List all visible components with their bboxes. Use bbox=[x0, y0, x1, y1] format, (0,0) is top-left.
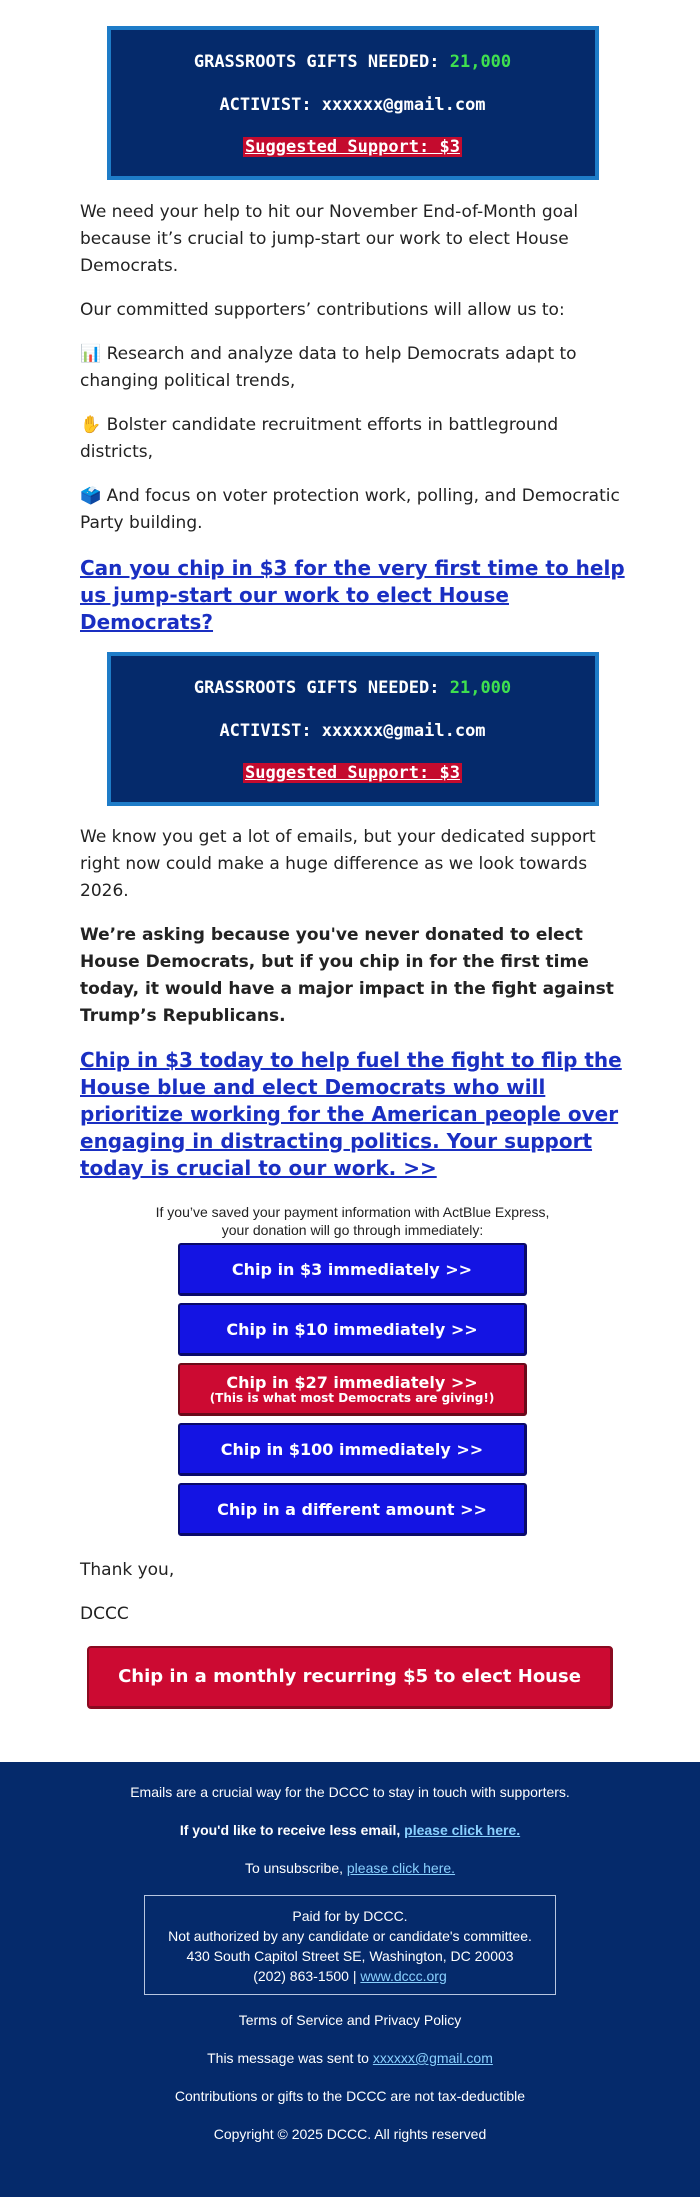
chip-in-27-sublabel: (This is what most Democrats are giving!) bbox=[209, 1391, 495, 1405]
signature: DCCC bbox=[80, 1604, 129, 1624]
sent-to-line bbox=[0, 2050, 700, 2066]
chip-in-100-button[interactable]: Chip in $100 immediately >> bbox=[178, 1423, 527, 1476]
chip-in-first-time-link[interactable]: Can you chip in $3 for the very first time to help us jump-start our work to elect House Democrats? bbox=[80, 556, 625, 634]
unsubscribe-line bbox=[0, 1860, 700, 1876]
never-donated-paragraph: We’re asking because you've never donated to elect House Democrats, but if you chip in for the first time today, it would have a major impact in the fight against Trump’s Republicans. bbox=[80, 925, 614, 1026]
activist-line: ACTIVIST: xxxxxx@gmail.com bbox=[219, 95, 486, 115]
phone-site-line bbox=[145, 1966, 555, 1986]
suggested-support-link[interactable]: Suggested Support: $3 bbox=[245, 763, 460, 783]
activist-line: ACTIVIST: xxxxxx@gmail.com bbox=[219, 721, 486, 741]
sent-to-text: This message was sent to bbox=[207, 2050, 369, 2066]
gifts-count: 21,000 bbox=[449, 678, 512, 698]
email-content bbox=[80, 0, 625, 1628]
recipient-email-link[interactable]: xxxxxx@gmail.com bbox=[372, 2050, 493, 2066]
unsubscribe-link[interactable]: please click here. bbox=[346, 1860, 456, 1876]
bullet-voter-protection: 🗳️ And focus on voter protection work, polling, and Democratic Party building. bbox=[80, 486, 620, 533]
intro-paragraph: We need your help to hit our November End-of-Month goal because it’s crucial to jump-start our work to elect House Democrats. bbox=[80, 202, 579, 276]
less-email-line bbox=[0, 1822, 700, 1838]
gifts-count: 21,000 bbox=[449, 52, 512, 72]
supporters-paragraph: Our committed supporters’ contributions will allow us to: bbox=[80, 300, 565, 320]
phone: (202) 863-1500 | bbox=[253, 1968, 357, 1984]
footer-intro: Emails are a crucial way for the DCCC to stay in touch with supporters. bbox=[130, 1784, 570, 1800]
gifts-needed-line bbox=[111, 656, 595, 698]
gifts-label: GRASSROOTS GIFTS NEEDED: bbox=[193, 52, 440, 72]
grassroots-banner bbox=[107, 652, 599, 806]
paid-by: Paid for by DCCC. bbox=[292, 1908, 408, 1924]
chip-in-other-amount-button[interactable]: Chip in a different amount >> bbox=[178, 1483, 527, 1536]
copyright: Copyright © 2025 DCCC. All rights reserved bbox=[213, 2126, 487, 2142]
chip-in-27-label: Chip in $27 immediately >> bbox=[226, 1373, 478, 1392]
chip-in-27-button[interactable] bbox=[178, 1363, 527, 1416]
suggested-support-link[interactable]: Suggested Support: $3 bbox=[245, 137, 460, 157]
grassroots-banner bbox=[107, 26, 599, 180]
chip-in-flip-house-link[interactable]: Chip in $3 today to help fuel the fight to flip the House blue and elect Democrats who will prioritize working for the American people over engaging in distracting politics. Your support today is crucial to our work. >> bbox=[80, 1048, 622, 1180]
website-link[interactable]: www.dccc.org bbox=[360, 1968, 447, 1984]
bullet-research: 📊 Research and analyze data to help Democrats adapt to changing political trends, bbox=[80, 344, 577, 391]
paid-for-box bbox=[144, 1895, 556, 1995]
actblue-note-line1: If you’ve saved your payment information with ActBlue Express, bbox=[155, 1204, 550, 1220]
bullet-recruitment: ✋ Bolster candidate recruitment efforts in battleground districts, bbox=[80, 415, 559, 462]
not-authorized: Not authorized by any candidate or candidate's committee. bbox=[168, 1928, 532, 1944]
emails-paragraph: We know you get a lot of emails, but your dedicated support right now could make a huge difference as we look towards 2026. bbox=[80, 827, 596, 901]
less-email-text: If you'd like to receive less email, bbox=[179, 1822, 401, 1838]
thank-you-text: Thank you, bbox=[80, 1560, 175, 1580]
tax-notice: Contributions or gifts to the DCCC are not tax-deductible bbox=[174, 2088, 526, 2104]
terms-privacy-link[interactable]: Terms of Service and Privacy Policy bbox=[238, 2012, 462, 2028]
gifts-needed-line bbox=[111, 30, 595, 72]
actblue-note-line2: your donation will go through immediately: bbox=[221, 1222, 484, 1238]
monthly-recurring-button[interactable]: Chip in a monthly recurring $5 to elect House Dems >> bbox=[87, 1646, 613, 1709]
footer bbox=[0, 1762, 700, 2197]
unsubscribe-text: To unsubscribe, bbox=[244, 1860, 343, 1876]
gifts-label: GRASSROOTS GIFTS NEEDED: bbox=[193, 678, 440, 698]
address: 430 South Capitol Street SE, Washington, DC 20003 bbox=[186, 1948, 514, 1964]
chip-in-10-button[interactable]: Chip in $10 immediately >> bbox=[178, 1303, 527, 1356]
actblue-express-note bbox=[80, 1203, 625, 1239]
less-email-link[interactable]: please click here. bbox=[404, 1822, 521, 1838]
chip-in-3-button[interactable]: Chip in $3 immediately >> bbox=[178, 1243, 527, 1296]
